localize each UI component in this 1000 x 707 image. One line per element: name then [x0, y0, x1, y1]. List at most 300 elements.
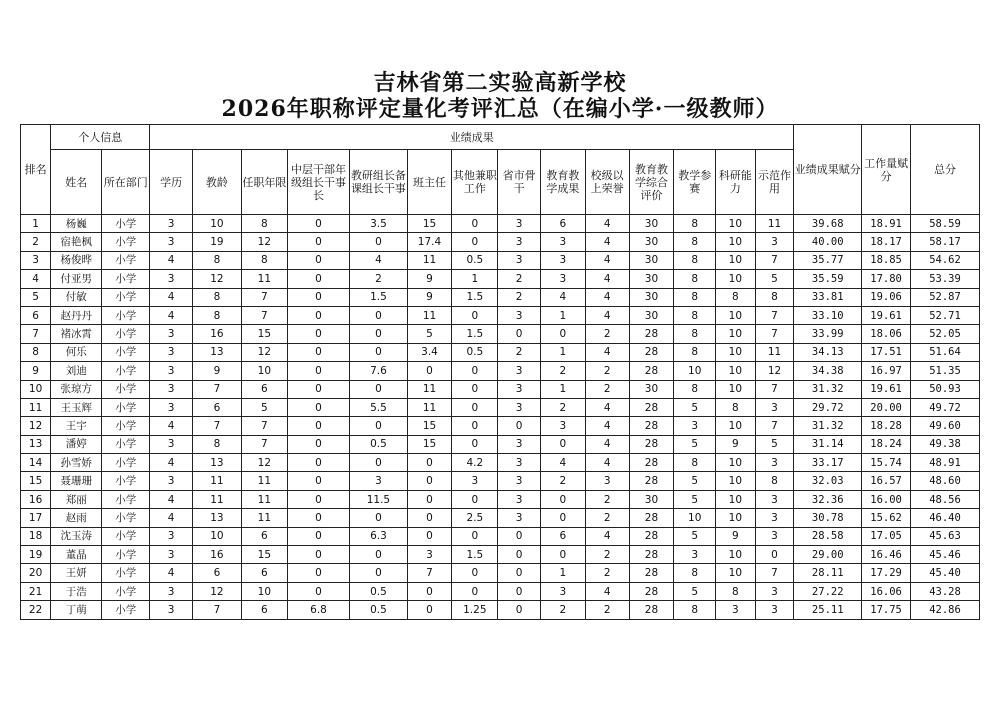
table-cell: 何乐: [51, 343, 102, 361]
table-cell: 11: [407, 398, 452, 416]
table-cell: 18.17: [862, 233, 911, 251]
table-cell: 28: [629, 546, 674, 564]
table-cell: 0: [407, 362, 452, 380]
table-cell: 于浩: [51, 582, 102, 600]
table-cell: 0: [287, 509, 350, 527]
table-cell: 0: [452, 398, 498, 416]
table-cell: 张琼方: [51, 380, 102, 398]
table-cell: 0: [287, 546, 350, 564]
table-cell: 3: [674, 546, 716, 564]
table-cell: 8: [674, 306, 716, 324]
table-cell: 3: [150, 435, 193, 453]
table-cell: 0: [287, 288, 350, 306]
table-cell: 3: [150, 472, 193, 490]
table-cell: 11: [192, 490, 241, 508]
table-cell: 0: [287, 527, 350, 545]
header-tenure: 任职年限: [241, 150, 287, 215]
table-cell: 15: [407, 417, 452, 435]
table-cell: 13: [192, 454, 241, 472]
table-cell: 0: [755, 546, 794, 564]
table-cell: 10: [674, 509, 716, 527]
table-cell: 0: [350, 564, 407, 582]
table-cell: 7: [241, 306, 287, 324]
table-cell: 28: [629, 398, 674, 416]
table-cell: 0: [540, 325, 585, 343]
table-cell: 小学: [102, 343, 150, 361]
table-cell: 13: [192, 343, 241, 361]
table-cell: 9: [716, 527, 756, 545]
table-row: [21, 527, 980, 545]
table-cell: 1: [21, 215, 51, 233]
table-cell: 10: [716, 490, 756, 508]
header-middle-mgr: 中层干部年级组长干事长: [287, 150, 350, 215]
table-cell: 6.3: [350, 527, 407, 545]
table-cell: 28.58: [794, 527, 862, 545]
table-cell: 0: [452, 233, 498, 251]
table-cell: 3: [407, 546, 452, 564]
table-cell: 王妍: [51, 564, 102, 582]
table-cell: 30: [629, 233, 674, 251]
table-cell: 3: [150, 546, 193, 564]
table-cell: 3: [498, 233, 541, 251]
table-cell: 33.81: [794, 288, 862, 306]
table-cell: 刘迪: [51, 362, 102, 380]
school-title: 吉林省第二实验高新学校: [373, 70, 627, 96]
table-cell: 7: [21, 325, 51, 343]
table-cell: 27.22: [794, 582, 862, 600]
table-cell: 3: [498, 251, 541, 269]
table-cell: 赵丹丹: [51, 306, 102, 324]
table-cell: 3: [498, 380, 541, 398]
table-cell: 30: [629, 288, 674, 306]
table-cell: 12: [21, 417, 51, 435]
table-cell: 8: [674, 325, 716, 343]
table-cell: 49.72: [911, 398, 980, 416]
table-cell: 7: [755, 417, 794, 435]
table-cell: 0: [540, 435, 585, 453]
header-teaching-years: 教龄: [192, 150, 241, 215]
table-cell: 0.5: [350, 601, 407, 619]
header-rank: 排名: [21, 125, 51, 215]
table-cell: 0: [540, 546, 585, 564]
table-cell: 42.86: [911, 601, 980, 619]
table-cell: 2: [585, 546, 629, 564]
table-cell: 2: [585, 509, 629, 527]
table-cell: 2: [498, 288, 541, 306]
table-cell: 0: [350, 343, 407, 361]
table-cell: 3: [452, 472, 498, 490]
table-cell: 8: [192, 306, 241, 324]
table-cell: 0: [452, 582, 498, 600]
table-cell: 17.75: [862, 601, 911, 619]
table-cell: 王宇: [51, 417, 102, 435]
table-cell: 46.40: [911, 509, 980, 527]
table-cell: 48.91: [911, 454, 980, 472]
table-cell: 0: [452, 306, 498, 324]
table-cell: 8: [674, 454, 716, 472]
table-cell: 郑丽: [51, 490, 102, 508]
table-row: [21, 233, 980, 251]
table-cell: 31.14: [794, 435, 862, 453]
table-cell: 1.5: [452, 288, 498, 306]
table-cell: 5: [674, 435, 716, 453]
table-cell: 5: [755, 270, 794, 288]
header-research: 科研能力: [716, 150, 756, 215]
table-cell: 11: [407, 380, 452, 398]
table-cell: 0: [287, 398, 350, 416]
table-cell: 0: [407, 509, 452, 527]
table-cell: 2: [585, 490, 629, 508]
table-cell: 0: [350, 233, 407, 251]
table-cell: 7: [755, 564, 794, 582]
table-cell: 3: [498, 306, 541, 324]
table-cell: 19: [21, 546, 51, 564]
table-cell: 16.46: [862, 546, 911, 564]
table-cell: 7: [407, 564, 452, 582]
table-cell: 40.00: [794, 233, 862, 251]
table-cell: 7: [192, 601, 241, 619]
table-cell: 21: [21, 582, 51, 600]
table-cell: 18.24: [862, 435, 911, 453]
table-cell: 3: [498, 509, 541, 527]
header-edu: 学历: [150, 150, 193, 215]
table-cell: 35.77: [794, 251, 862, 269]
table-cell: 付亚男: [51, 270, 102, 288]
table-cell: 小学: [102, 564, 150, 582]
table-cell: 8: [674, 215, 716, 233]
table-cell: 11: [241, 509, 287, 527]
table-cell: 4: [150, 564, 193, 582]
table-cell: 0: [498, 417, 541, 435]
table-cell: 小学: [102, 362, 150, 380]
table-cell: 小学: [102, 509, 150, 527]
table-cell: 16: [192, 546, 241, 564]
table-cell: 0: [498, 601, 541, 619]
table-cell: 19.61: [862, 380, 911, 398]
table-cell: 小学: [102, 582, 150, 600]
header-other-parttime: 其他兼职工作: [452, 150, 498, 215]
header-group-achievements: 业绩成果: [150, 125, 794, 150]
table-row: [21, 454, 980, 472]
table-cell: 0: [498, 325, 541, 343]
table-row: [21, 343, 980, 361]
table-cell: 3: [150, 582, 193, 600]
table-cell: 29.72: [794, 398, 862, 416]
table-row: [21, 270, 980, 288]
table-cell: 3: [755, 527, 794, 545]
table-cell: 16.57: [862, 472, 911, 490]
table-cell: 10: [716, 343, 756, 361]
table-cell: 49.60: [911, 417, 980, 435]
table-cell: 4: [150, 490, 193, 508]
table-cell: 0: [287, 251, 350, 269]
table-cell: 10: [716, 251, 756, 269]
table-row: [21, 288, 980, 306]
table-cell: 聂珊珊: [51, 472, 102, 490]
table-cell: 51.35: [911, 362, 980, 380]
table-cell: 28.11: [794, 564, 862, 582]
table-cell: 3: [755, 601, 794, 619]
table-cell: 1: [540, 343, 585, 361]
table-cell: 8: [674, 564, 716, 582]
table-cell: 2: [498, 343, 541, 361]
table-cell: 28: [629, 472, 674, 490]
table-cell: 28: [629, 509, 674, 527]
table-cell: 1: [452, 270, 498, 288]
table-cell: 7: [755, 306, 794, 324]
table-cell: 3: [585, 472, 629, 490]
table-cell: 4: [585, 215, 629, 233]
header-edu-results: 教育教学成果: [540, 150, 585, 215]
table-cell: 10: [241, 362, 287, 380]
table-cell: 4: [150, 288, 193, 306]
table-cell: 6: [241, 564, 287, 582]
table-cell: 10: [716, 325, 756, 343]
table-cell: 3: [755, 509, 794, 527]
table-cell: 6: [192, 398, 241, 416]
table-cell: 3: [150, 325, 193, 343]
table-cell: 1.5: [452, 325, 498, 343]
table-cell: 4: [540, 454, 585, 472]
table-cell: 7: [755, 251, 794, 269]
table-cell: 22: [21, 601, 51, 619]
table-cell: 9: [21, 362, 51, 380]
table-cell: 4: [540, 288, 585, 306]
table-cell: 1: [540, 564, 585, 582]
table-cell: 小学: [102, 454, 150, 472]
table-cell: 18.91: [862, 215, 911, 233]
table-cell: 5: [674, 472, 716, 490]
table-cell: 12: [241, 454, 287, 472]
table-cell: 小学: [102, 527, 150, 545]
table-cell: 0: [287, 233, 350, 251]
table-cell: 7: [755, 380, 794, 398]
table-cell: 2: [585, 601, 629, 619]
table-cell: 小学: [102, 435, 150, 453]
table-cell: 8: [21, 343, 51, 361]
table-cell: 0: [287, 380, 350, 398]
table-cell: 3.5: [350, 215, 407, 233]
table-cell: 小学: [102, 546, 150, 564]
table-cell: 4: [585, 527, 629, 545]
table-cell: 0: [407, 601, 452, 619]
header-workload: 工作量赋分: [862, 125, 911, 215]
table-cell: 16.06: [862, 582, 911, 600]
table-cell: 17.05: [862, 527, 911, 545]
table-cell: 18: [21, 527, 51, 545]
table-cell: 4: [150, 417, 193, 435]
table-cell: 13: [21, 435, 51, 453]
table-cell: 33.10: [794, 306, 862, 324]
table-cell: 30: [629, 215, 674, 233]
table-cell: 30.78: [794, 509, 862, 527]
table-cell: 0: [452, 417, 498, 435]
table-cell: 45.63: [911, 527, 980, 545]
table-cell: 11: [407, 306, 452, 324]
table-cell: 30: [629, 251, 674, 269]
table-cell: 10: [192, 527, 241, 545]
table-cell: 0: [287, 325, 350, 343]
table-cell: 12: [241, 343, 287, 361]
table-cell: 0: [407, 527, 452, 545]
table-cell: 0: [287, 215, 350, 233]
table-cell: 3: [755, 454, 794, 472]
table-cell: 5: [407, 325, 452, 343]
table-cell: 28: [629, 343, 674, 361]
table-cell: 20.00: [862, 398, 911, 416]
table-cell: 3: [498, 362, 541, 380]
table-cell: 0.5: [350, 435, 407, 453]
table-cell: 31.32: [794, 380, 862, 398]
table-cell: 2: [540, 472, 585, 490]
table-cell: 16: [21, 490, 51, 508]
table-cell: 15: [241, 546, 287, 564]
table-cell: 30: [629, 306, 674, 324]
table-cell: 18.28: [862, 417, 911, 435]
table-cell: 1.25: [452, 601, 498, 619]
table-cell: 28: [629, 435, 674, 453]
table-cell: 48.56: [911, 490, 980, 508]
table-cell: 10: [716, 306, 756, 324]
table-cell: 2: [540, 362, 585, 380]
table-cell: 6: [540, 215, 585, 233]
table-cell: 0: [287, 435, 350, 453]
table-cell: 0.5: [452, 251, 498, 269]
table-cell: 4: [585, 270, 629, 288]
table-cell: 5: [674, 582, 716, 600]
table-cell: 3: [540, 251, 585, 269]
table-cell: 4: [585, 251, 629, 269]
table-cell: 10: [716, 472, 756, 490]
table-cell: 45.46: [911, 546, 980, 564]
table-cell: 17.80: [862, 270, 911, 288]
table-cell: 7: [241, 417, 287, 435]
header-dept: 所在部门: [102, 150, 150, 215]
table-body: [21, 215, 980, 620]
table-cell: 小学: [102, 306, 150, 324]
table-cell: 4: [585, 288, 629, 306]
table-cell: 0: [540, 490, 585, 508]
table-cell: 8: [755, 472, 794, 490]
table-row: [21, 601, 980, 619]
table-cell: 0: [498, 564, 541, 582]
table-cell: 3: [755, 582, 794, 600]
table-cell: 0: [407, 582, 452, 600]
table-cell: 10: [716, 270, 756, 288]
table-cell: 小学: [102, 601, 150, 619]
table-cell: 6: [21, 306, 51, 324]
table-cell: 11: [407, 251, 452, 269]
table-cell: 杨俊晔: [51, 251, 102, 269]
table-cell: 小学: [102, 417, 150, 435]
table-cell: 8: [674, 251, 716, 269]
table-cell: 58.17: [911, 233, 980, 251]
table-row: [21, 546, 980, 564]
table-cell: 0: [407, 490, 452, 508]
table-cell: 32.36: [794, 490, 862, 508]
table-cell: 12: [192, 582, 241, 600]
table-cell: 15: [241, 325, 287, 343]
table-cell: 5: [21, 288, 51, 306]
table-cell: 15: [407, 435, 452, 453]
table-cell: 2: [585, 380, 629, 398]
table-cell: 0: [350, 325, 407, 343]
table-cell: 小学: [102, 288, 150, 306]
table-cell: 51.64: [911, 343, 980, 361]
table-row: [21, 362, 980, 380]
table-cell: 3: [498, 435, 541, 453]
table-cell: 3: [540, 417, 585, 435]
table-cell: 48.60: [911, 472, 980, 490]
table-cell: 10: [192, 215, 241, 233]
table-cell: 28: [629, 325, 674, 343]
table-cell: 4: [585, 306, 629, 324]
table-cell: 8: [716, 582, 756, 600]
table-cell: 1.5: [452, 546, 498, 564]
table-cell: 52.71: [911, 306, 980, 324]
header-research-lead: 教研组长备课组长干事: [350, 150, 407, 215]
table-cell: 0: [498, 546, 541, 564]
table-cell: 3: [755, 490, 794, 508]
table-cell: 10: [716, 362, 756, 380]
table-row: [21, 398, 980, 416]
table-cell: 17.29: [862, 564, 911, 582]
table-cell: 11: [192, 472, 241, 490]
table-cell: 0: [452, 362, 498, 380]
table-cell: 0: [452, 380, 498, 398]
table-cell: 0: [540, 509, 585, 527]
table-cell: 0: [452, 215, 498, 233]
table-cell: 8: [716, 288, 756, 306]
table-cell: 15: [21, 472, 51, 490]
header-comprehensive: 教育教学综合评价: [629, 150, 674, 215]
table-cell: 3: [498, 454, 541, 472]
table-cell: 28: [629, 601, 674, 619]
table-cell: 10: [716, 417, 756, 435]
table-cell: 16: [192, 325, 241, 343]
header-contest: 教学参赛: [674, 150, 716, 215]
table-cell: 12: [241, 233, 287, 251]
table-cell: 小学: [102, 270, 150, 288]
table-cell: 15.62: [862, 509, 911, 527]
table-cell: 10: [674, 362, 716, 380]
table-cell: 0: [287, 417, 350, 435]
table-cell: 0: [452, 490, 498, 508]
table-cell: 28: [629, 582, 674, 600]
table-row: [21, 564, 980, 582]
table-cell: 10: [716, 564, 756, 582]
table-cell: 16.00: [862, 490, 911, 508]
table-cell: 3: [540, 270, 585, 288]
table-cell: 小学: [102, 233, 150, 251]
table-cell: 2: [21, 233, 51, 251]
table-row: [21, 417, 980, 435]
table-cell: 0: [407, 472, 452, 490]
table-cell: 30: [629, 380, 674, 398]
table-cell: 1: [540, 306, 585, 324]
table-cell: 3: [674, 417, 716, 435]
table-cell: 小学: [102, 398, 150, 416]
table-cell: 34.13: [794, 343, 862, 361]
table-cell: 3: [755, 233, 794, 251]
table-cell: 0: [287, 362, 350, 380]
table-cell: 3: [498, 490, 541, 508]
table-cell: 17.4: [407, 233, 452, 251]
table-row: [21, 380, 980, 398]
header-homeroom: 班主任: [407, 150, 452, 215]
table-cell: 0: [287, 582, 350, 600]
table-cell: 28: [629, 454, 674, 472]
